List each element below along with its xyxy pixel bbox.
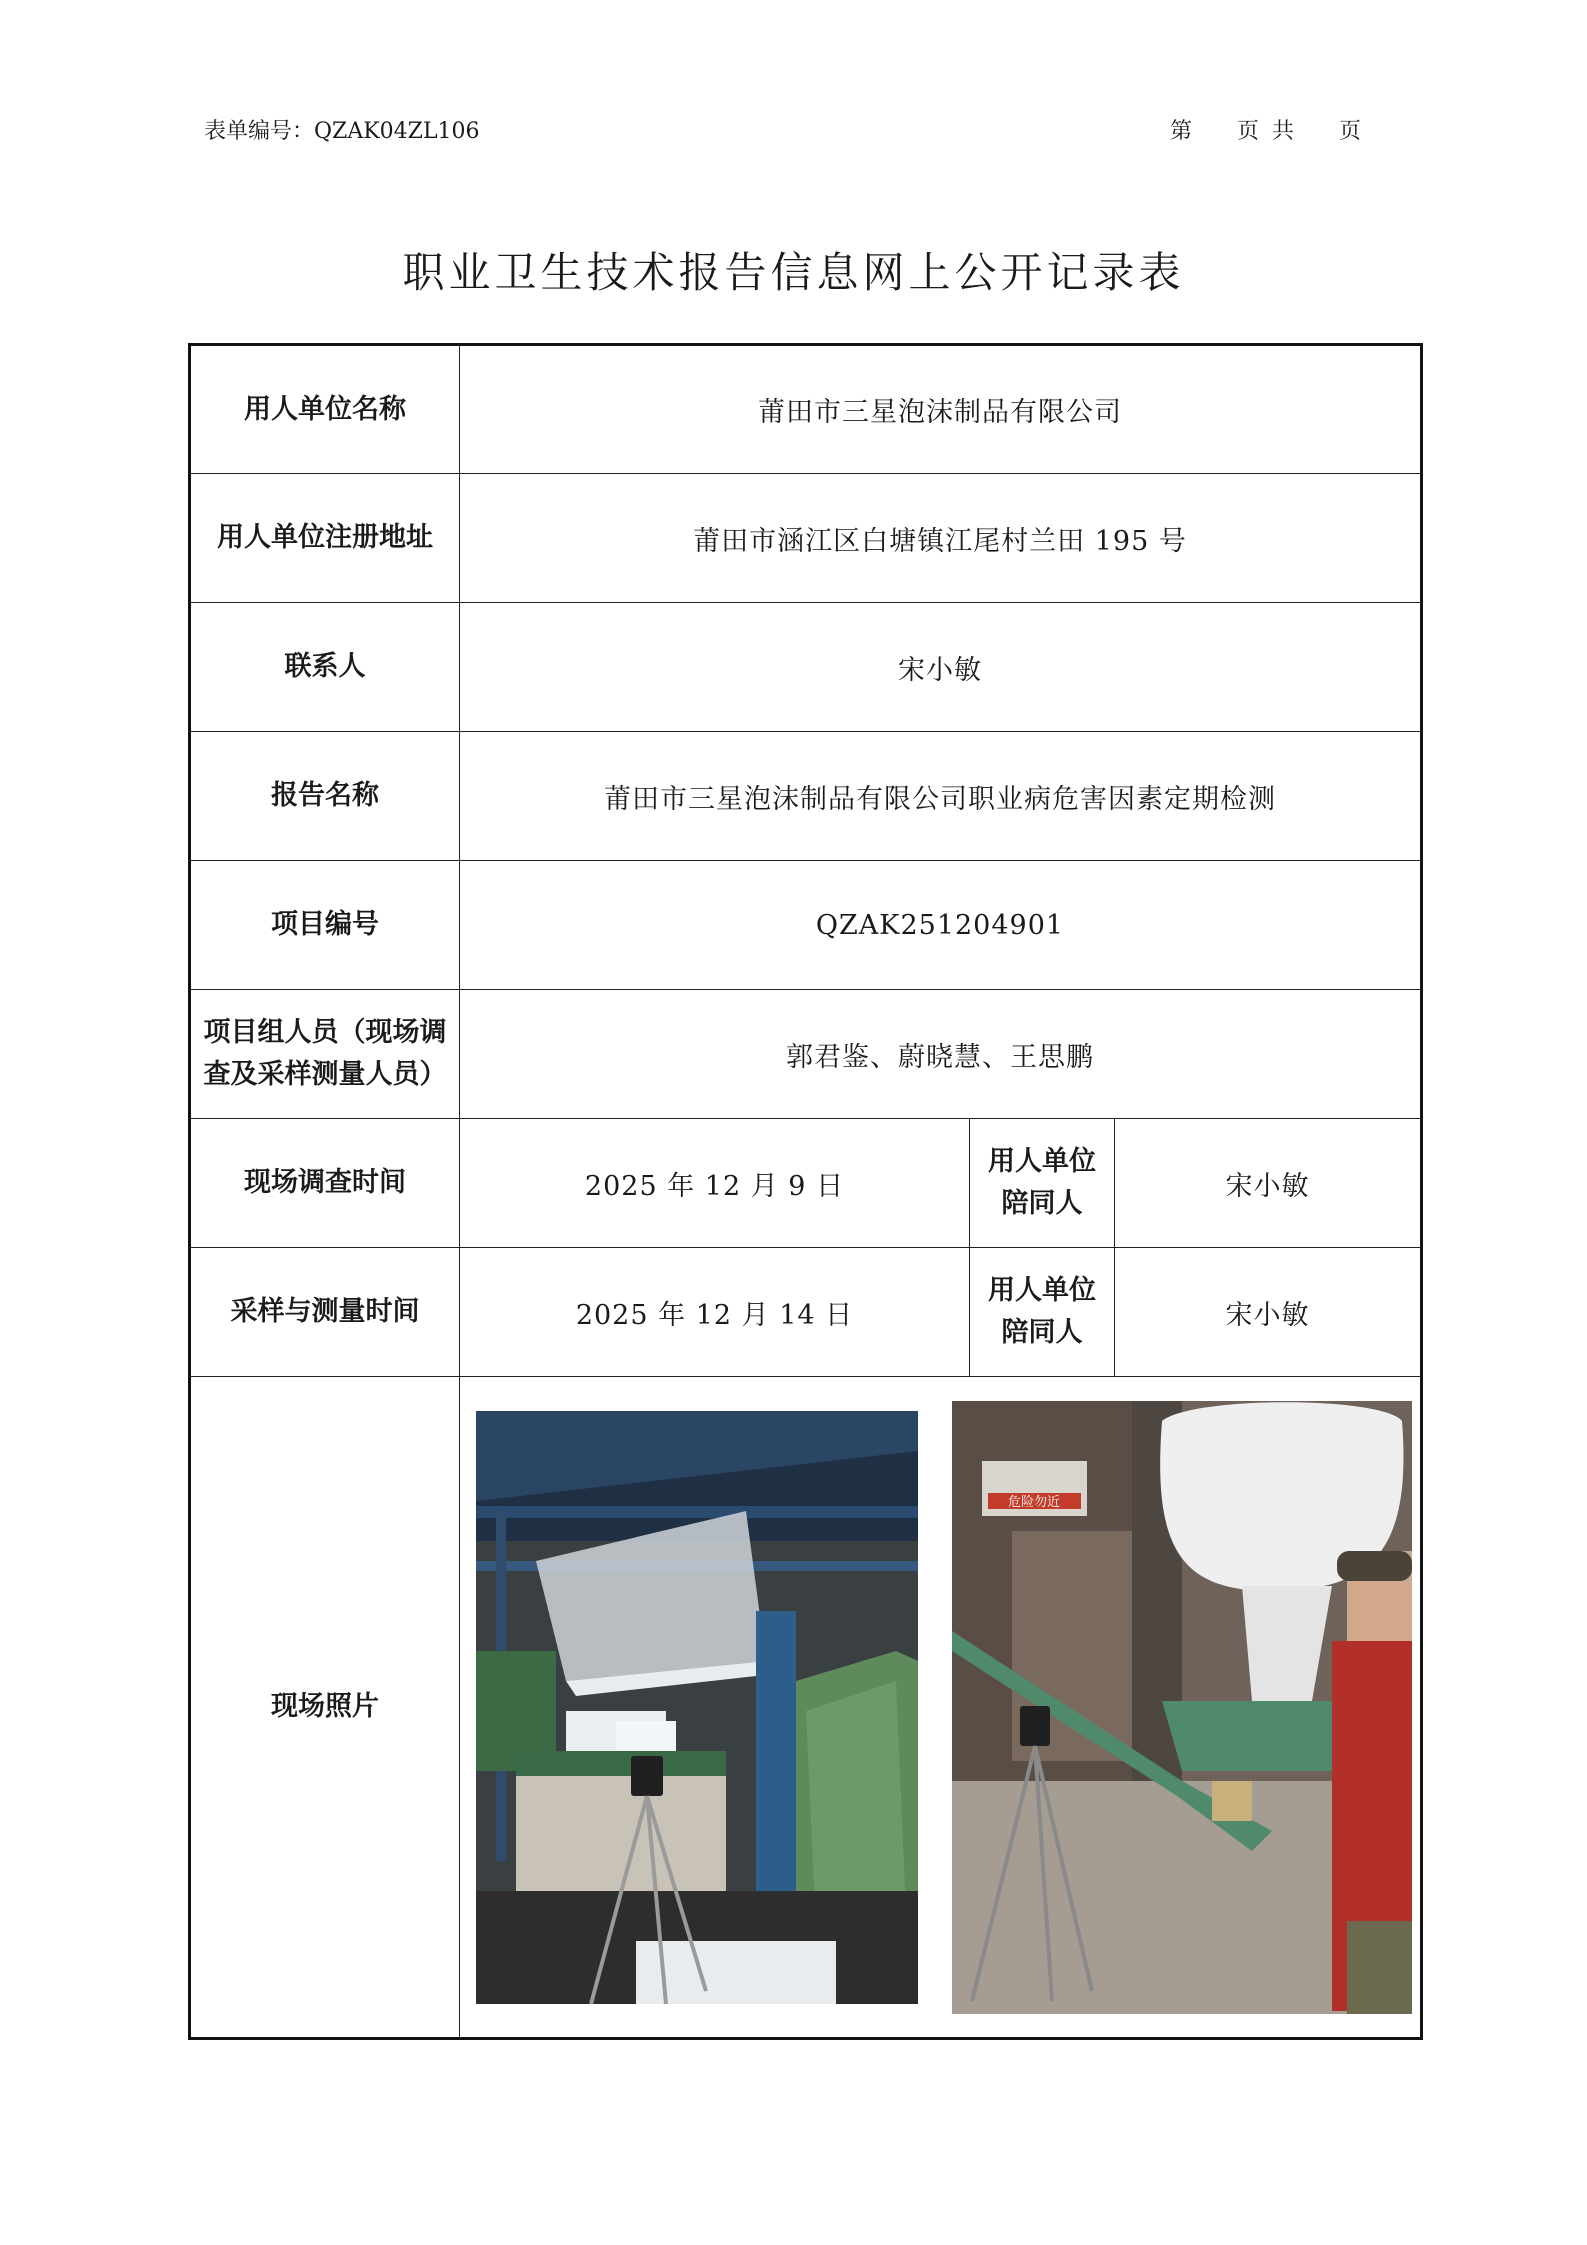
site-photo-2-image xyxy=(952,1401,1412,2014)
sampling-companion-label-line1: 用人单位 xyxy=(988,1275,1096,1306)
sampling-companion-label xyxy=(970,1248,1115,1377)
employer-address-value: 莆田市涵江区白塘镇江尾村兰田 195 号 xyxy=(460,474,1422,603)
form-number-label: 表单编号： xyxy=(204,119,315,144)
site-photo-1 xyxy=(476,1411,918,2004)
photos-label: 现场照片 xyxy=(190,1377,460,2039)
employer-name-label: 用人单位名称 xyxy=(190,345,460,474)
team-value: 郭君鉴、蔚晓慧、王思鹏 xyxy=(460,990,1422,1119)
site-photo-2 xyxy=(952,1401,1412,2014)
team-label-line1: 项目组人员（现场调 xyxy=(203,1017,447,1048)
row-employer-address xyxy=(190,474,1422,603)
report-name-label: 报告名称 xyxy=(190,732,460,861)
survey-companion-label xyxy=(970,1119,1115,1248)
employer-name-value: 莆田市三星泡沫制品有限公司 xyxy=(460,345,1422,474)
page-di: 第 xyxy=(1170,119,1194,144)
sampling-companion-value: 宋小敏 xyxy=(1115,1248,1422,1377)
sampling-time-value: 2025 年 12 月 14 日 xyxy=(460,1248,970,1377)
survey-time-value: 2025 年 12 月 9 日 xyxy=(460,1119,970,1248)
report-name-value: 莆田市三星泡沫制品有限公司职业病危害因素定期检测 xyxy=(460,732,1422,861)
record-table xyxy=(188,343,1423,2040)
photos-cell xyxy=(460,1377,1422,2039)
photos-container xyxy=(460,1377,1420,2037)
sampling-companion-label-line2: 陪同人 xyxy=(1001,1317,1083,1348)
site-photo-1-image xyxy=(476,1411,918,2004)
page-indicator xyxy=(1170,114,1362,145)
employer-address-label: 用人单位注册地址 xyxy=(190,474,460,603)
page-gong: 共 xyxy=(1272,119,1296,144)
team-label xyxy=(190,990,460,1119)
page-ye2: 页 xyxy=(1339,119,1363,144)
survey-time-label: 现场调查时间 xyxy=(190,1119,460,1248)
form-number-value: QZAK04ZL106 xyxy=(314,119,480,144)
contact-label: 联系人 xyxy=(190,603,460,732)
page-ye: 页 xyxy=(1237,119,1261,144)
row-team xyxy=(190,990,1422,1119)
warning-sign-text: 危险勿近 xyxy=(1007,1495,1061,1510)
row-employer-name xyxy=(190,345,1422,474)
team-label-line2: 查及采样测量人员） xyxy=(203,1059,447,1090)
form-number xyxy=(204,114,480,145)
survey-companion-label-line2: 陪同人 xyxy=(1001,1188,1083,1219)
row-survey-time xyxy=(190,1119,1422,1248)
row-contact xyxy=(190,603,1422,732)
page-title: 职业卫生技术报告信息网上公开记录表 xyxy=(402,248,1185,297)
project-no-value: QZAK251204901 xyxy=(460,861,1422,990)
survey-companion-label-line1: 用人单位 xyxy=(988,1146,1096,1177)
row-report-name xyxy=(190,732,1422,861)
survey-companion-value: 宋小敏 xyxy=(1115,1119,1422,1248)
row-sampling-time xyxy=(190,1248,1422,1377)
row-project-no xyxy=(190,861,1422,990)
sampling-time-label: 采样与测量时间 xyxy=(190,1248,460,1377)
row-photos xyxy=(190,1377,1422,2039)
project-no-label: 项目编号 xyxy=(190,861,460,990)
contact-value: 宋小敏 xyxy=(460,603,1422,732)
